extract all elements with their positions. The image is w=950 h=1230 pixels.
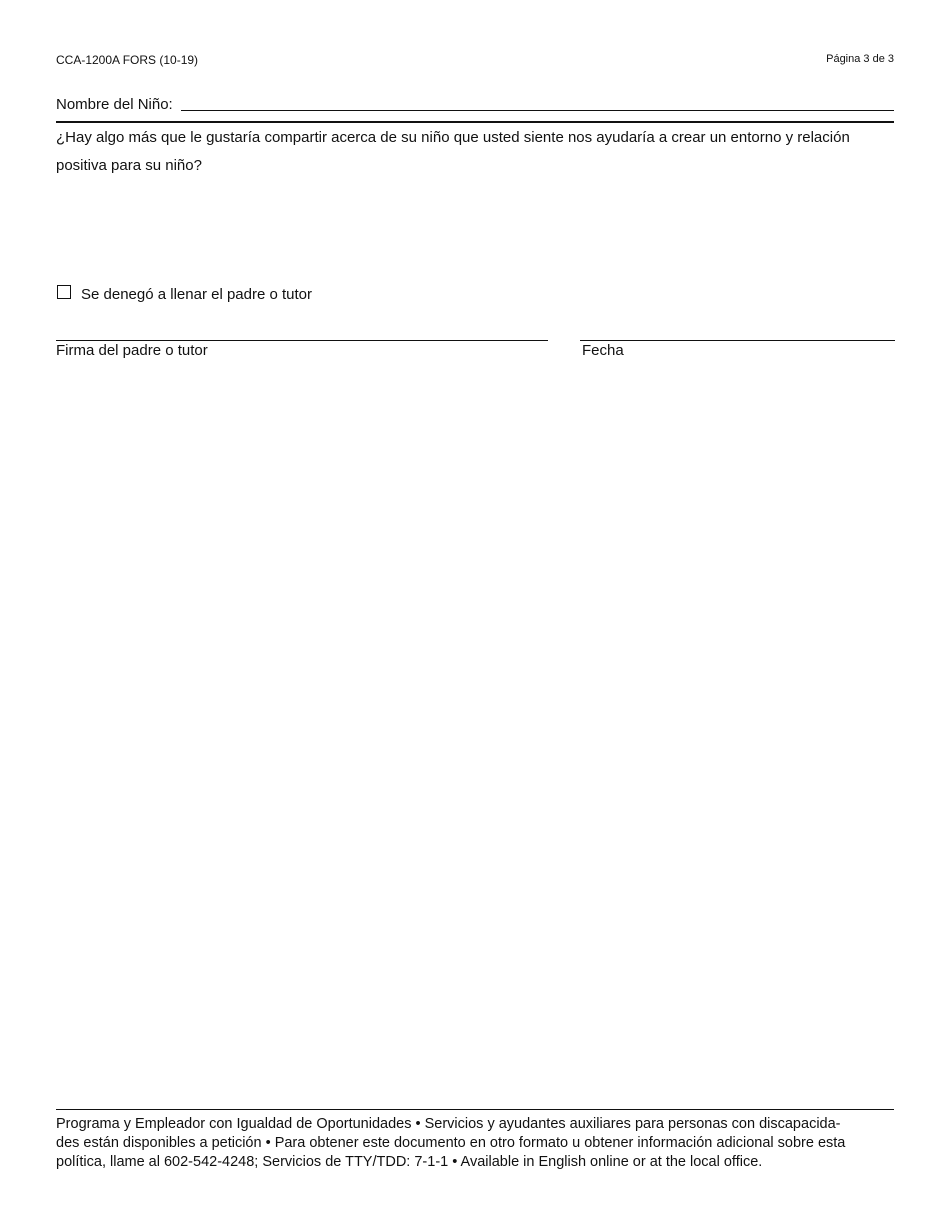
- child-name-field-row: [56, 96, 894, 116]
- footer-notice: [56, 1115, 896, 1172]
- section-divider: [56, 121, 894, 123]
- additional-info-question: [56, 124, 894, 180]
- question-line-2: positiva para su niño?: [56, 157, 202, 174]
- footer-line-3: política, llame al 602-542-4248; Servicios de TTY/TDD: 7-1-1 • Available in English online or at the local office.: [56, 1154, 763, 1170]
- footer-line-2: des están disponibles a petición • Para obtener este documento en otro formato u obtener información adicional sobre esta: [56, 1135, 846, 1151]
- refusal-checkbox[interactable]: [57, 285, 71, 299]
- refusal-checkbox-row[interactable]: [56, 284, 456, 306]
- signature-line[interactable]: [56, 340, 548, 341]
- question-line-1: ¿Hay algo más que le gustaría compartir acerca de su niño que usted siente nos ayudaría a crear un entorno y relación: [56, 129, 850, 146]
- date-line[interactable]: [580, 340, 895, 341]
- form-code: CCA-1200A FORS (10-19): [56, 53, 199, 67]
- footer-line-1: Programa y Empleador con Igualdad de Oportunidades • Servicios y ayudantes auxiliares para personas con discapacida-: [56, 1116, 841, 1132]
- child-name-input-line[interactable]: [181, 110, 894, 111]
- date-label: Fecha: [582, 342, 624, 359]
- refusal-checkbox-label: Se denegó a llenar el padre o tutor: [81, 286, 312, 303]
- signature-label: Firma del padre o tutor: [56, 342, 208, 359]
- footer-divider: [56, 1109, 894, 1110]
- page-number: Página 3 de 3: [826, 53, 894, 65]
- child-name-label: Nombre del Niño:: [56, 96, 173, 113]
